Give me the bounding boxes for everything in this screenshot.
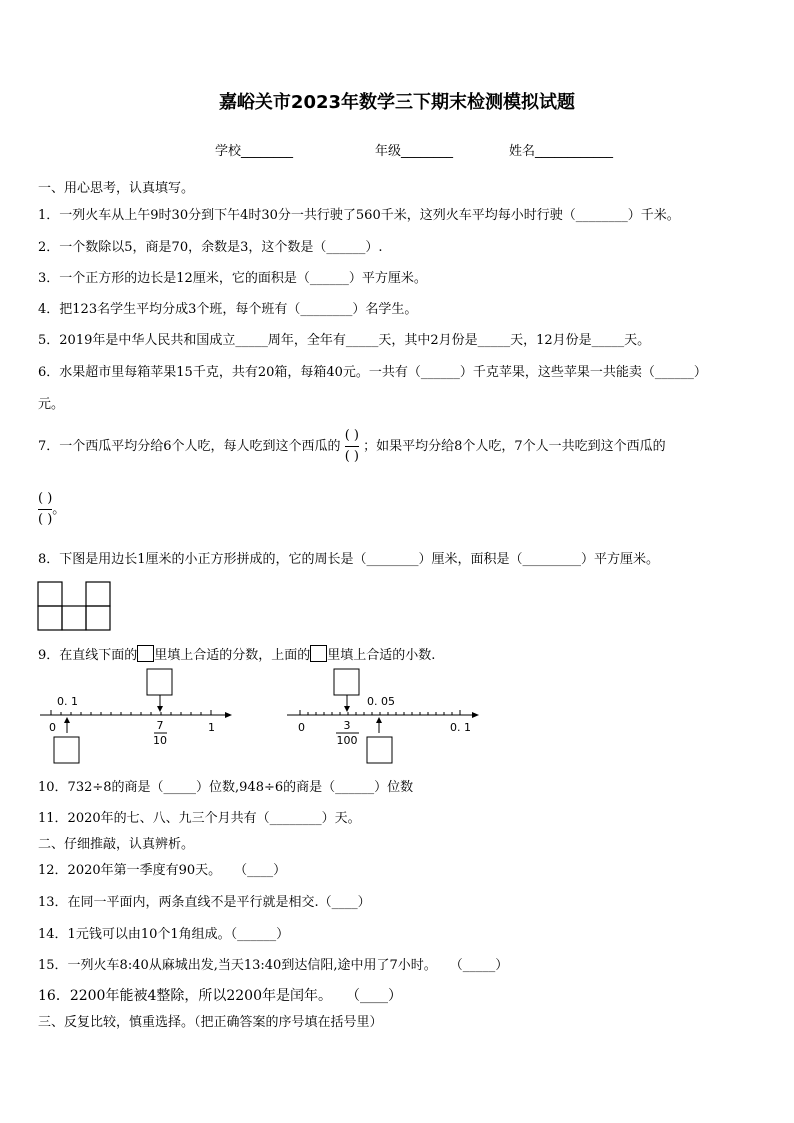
fraction-denominator: 100 (336, 734, 358, 747)
question-1: 1．一列火车从上午9时30分到下午4时30分一共行驶了560千米，这列火车平均每小时行驶（________）千米。 (38, 208, 680, 223)
number-line-2 (283, 665, 483, 765)
square-top-left (38, 582, 62, 606)
question-9-part2: 里填上合适的分数，上面的 (154, 648, 311, 663)
section-2-heading: 二、仔细推敲，认真辨析。 (38, 837, 195, 852)
question-9 (38, 645, 435, 665)
question-7-part2: ；如果平均分给8个人吃，7个人一共吃到这个西瓜的 (363, 439, 666, 454)
answer-box-icon (310, 645, 327, 662)
answer-box-top (334, 669, 359, 695)
axis-arrow-icon (225, 712, 232, 718)
answer-box-bottom (54, 737, 79, 763)
name-field: 姓名____________ (509, 144, 614, 159)
fraction-numerator: 3 (343, 719, 351, 732)
square-bottom-right (86, 606, 110, 630)
fraction-numerator-blank: ( ) (38, 491, 53, 506)
question-6-line2: 元。 (38, 397, 65, 412)
question-8: 8．下图是用边长1厘米的小正方形拼成的，它的周长是（________）厘米，面积是（_________）平方厘米。 (38, 552, 660, 567)
label-zero: 0 (298, 721, 305, 734)
axis-ticks (51, 710, 211, 715)
label-top: 0. 1 (57, 695, 78, 708)
page-title: 嘉峪关市2023年数学三下期末检测模拟试题 (218, 92, 576, 113)
question-13: 13．在同一平面内，两条直线不是平行就是相交.（____） (38, 895, 371, 910)
axis-ticks (300, 710, 460, 715)
question-9-part1: 9．在直线下面的 (38, 648, 138, 663)
fraction-denominator: 10 (153, 734, 167, 747)
fraction-denominator-blank: ( ) (344, 449, 359, 464)
school-field: 学校________ (215, 144, 294, 159)
question-4: 4．把123名学生平均分成3个班，每个班有（________）名学生。 (38, 302, 418, 317)
axis-arrow-icon (472, 712, 479, 718)
arrow-up-icon (376, 717, 382, 723)
question-7-part1: 7．一个西瓜平均分给6个人吃，每人吃到这个西瓜的 (38, 439, 341, 454)
squares-figure (37, 581, 113, 633)
arrow-down-icon (344, 706, 350, 712)
fraction-numerator-blank: ( ) (344, 428, 359, 443)
section-1-heading: 一、用心思考，认真填写。 (38, 181, 195, 196)
question-11: 11．2020年的七、八、九三个月共有（________）天。 (38, 811, 361, 826)
question-10: 10．732÷8的商是（_____）位数,948÷6的商是（______）位数 (38, 780, 414, 795)
answer-box-icon (137, 645, 154, 662)
label-top: 0. 05 (367, 695, 395, 708)
fraction-denominator-blank: ( ) (38, 512, 53, 527)
number-line-1 (36, 665, 236, 765)
question-7-fraction-1 (345, 427, 359, 466)
square-top-right (86, 582, 110, 606)
section-3-heading: 三、反复比较，慎重选择。（把正确答案的序号填在括号里） (38, 1015, 383, 1030)
arrow-up-icon (64, 717, 70, 723)
arrow-down-icon (157, 706, 163, 712)
question-15: 15．一列火车8:40从麻城出发,当天13:40到达信阳,途中用了7小时。 （_____） (38, 958, 509, 973)
question-7-end: 。 (52, 502, 66, 517)
question-3: 3．一个正方形的边长是12厘米，它的面积是（______）平方厘米。 (38, 271, 427, 286)
label-one: 1 (208, 721, 215, 734)
question-7 (38, 427, 666, 466)
answer-box-top (147, 669, 172, 695)
question-7-continuation (38, 490, 65, 529)
question-14: 14．1元钱可以由10个1角组成。（______） (38, 927, 290, 942)
question-12: 12．2020年第一季度有90天。 （____） (38, 863, 287, 878)
label-zero: 0 (49, 721, 56, 734)
question-2: 2．一个数除以5，商是70，余数是3，这个数是（______）. (38, 240, 383, 255)
fraction-numerator: 7 (156, 719, 164, 732)
question-5: 5．2019年是中华人民共和国成立_____周年，全年有_____天，其中2月份是_____天，12月份是_____天。 (38, 333, 651, 348)
question-16: 16．2200年能被4整除，所以2200年是闰年。 （____） (38, 988, 402, 1004)
question-7-fraction-2 (38, 490, 52, 529)
label-end: 0. 1 (450, 721, 471, 734)
grade-field: 年级________ (375, 144, 454, 159)
question-6-line1: 6．水果超市里每箱苹果15千克，共有20箱，每箱40元。一共有（______）千克苹果，这些苹果一共能卖（______） (38, 365, 707, 380)
square-bottom-middle (62, 606, 86, 630)
square-bottom-left (38, 606, 62, 630)
question-9-part3: 里填上合适的小数. (327, 648, 436, 663)
answer-box-bottom (367, 737, 392, 763)
